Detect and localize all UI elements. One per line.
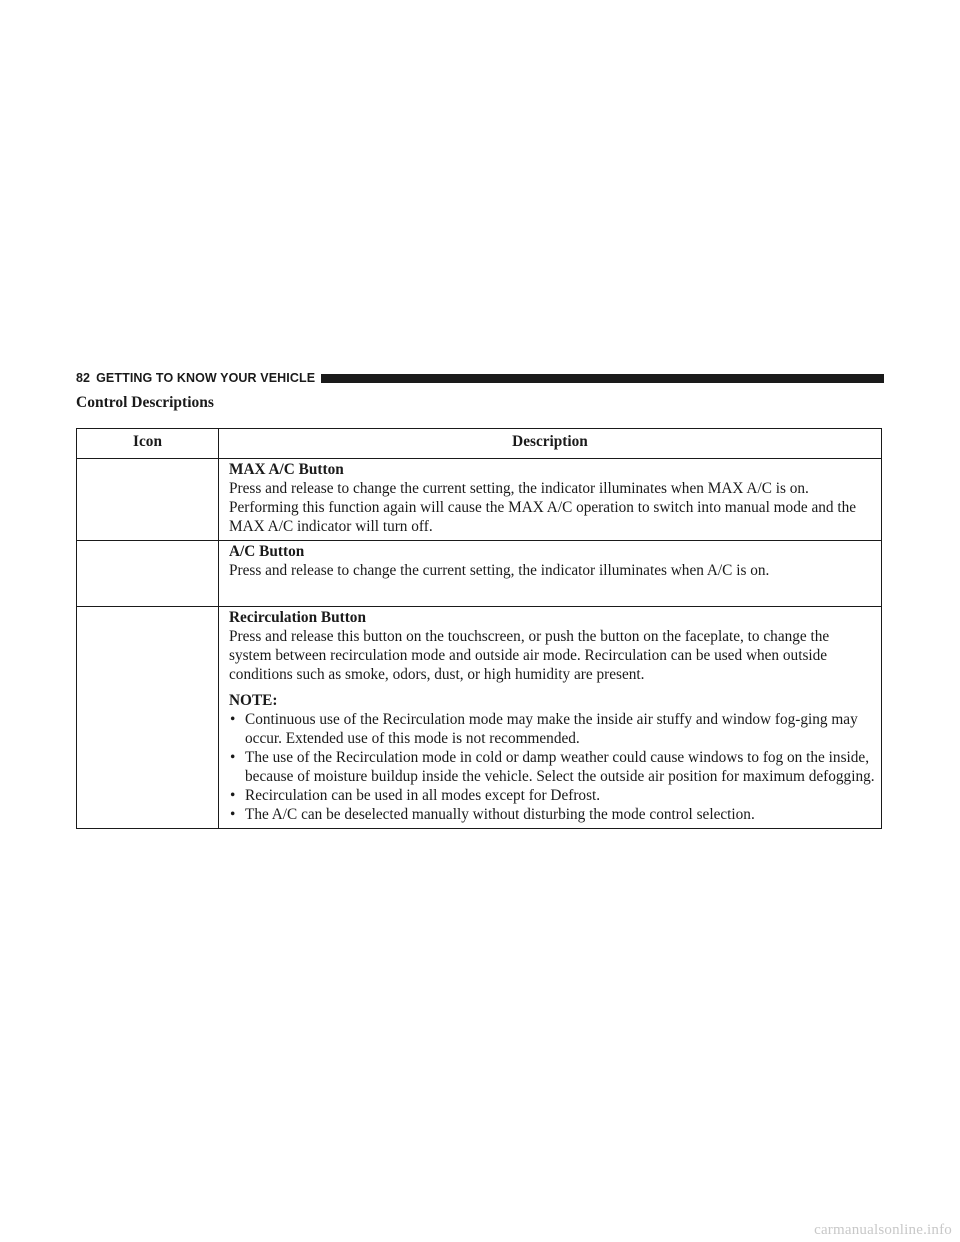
page-header xyxy=(76,370,884,386)
max-ac-text: Press and release to change the current setting, the indicator illuminates when MAX A/C is on. Performing this function again will cause the MAX A/C operation to switch into manual mode and the MAX A/C indicator will turn off. xyxy=(229,480,857,535)
bullet-icon: • xyxy=(230,787,236,804)
max-ac-description xyxy=(219,459,882,541)
bullet-icon: • xyxy=(230,806,236,823)
table-header-row xyxy=(77,429,882,459)
recirculation-text: Press and release this button on the touchscreen, or push the button on the faceplate, to change the system between recirculation mode and outside air mode. Recirculation can be used when outside conditions such as smoke, odors, dust, or high humidity are present. xyxy=(229,628,830,683)
column-header-icon: Icon xyxy=(77,429,219,459)
list-item xyxy=(229,748,875,786)
note-list xyxy=(229,710,875,824)
section-heading: GETTING TO KNOW YOUR VEHICLE xyxy=(96,371,316,385)
note-text: The use of the Recirculation mode in cold or damp weather could cause windows to fog on the inside, because of moisture buildup inside the vehicle. Select the outside air position for maximum defogging. xyxy=(245,749,875,785)
max-ac-title: MAX A/C Button xyxy=(229,461,344,478)
max-ac-icon-cell xyxy=(77,459,219,541)
page-number: 82 xyxy=(76,371,91,385)
page-title: Control Descriptions xyxy=(76,394,214,411)
table-row xyxy=(77,459,882,541)
recirculation-description xyxy=(219,607,882,829)
header-rule xyxy=(321,374,884,383)
list-item xyxy=(229,805,875,824)
ac-text: Press and release to change the current setting, the indicator illuminates when A/C is on. xyxy=(229,562,770,579)
ac-icon-cell xyxy=(77,541,219,607)
recirculation-icon-cell xyxy=(77,607,219,829)
bullet-icon: • xyxy=(230,711,236,728)
ac-description xyxy=(219,541,882,607)
table-row xyxy=(77,607,882,829)
note-text: Continuous use of the Recirculation mode may make the inside air stuffy and window fog-ging may occur. Extended use of this mode is not recommended. xyxy=(245,711,858,747)
note-text: The A/C can be deselected manually without disturbing the mode control selection. xyxy=(245,806,755,823)
list-item xyxy=(229,786,875,805)
list-item xyxy=(229,710,875,748)
control-descriptions-table xyxy=(76,428,882,829)
column-header-description: Description xyxy=(219,429,882,459)
ac-title: A/C Button xyxy=(229,543,305,560)
note-text: Recirculation can be used in all modes except for Defrost. xyxy=(245,787,601,804)
bullet-icon: • xyxy=(230,749,236,766)
watermark: carmanualsonline.info xyxy=(814,1222,952,1238)
table-row xyxy=(77,541,882,607)
recirculation-title: Recirculation Button xyxy=(229,609,366,626)
note-label: NOTE: xyxy=(229,692,278,709)
